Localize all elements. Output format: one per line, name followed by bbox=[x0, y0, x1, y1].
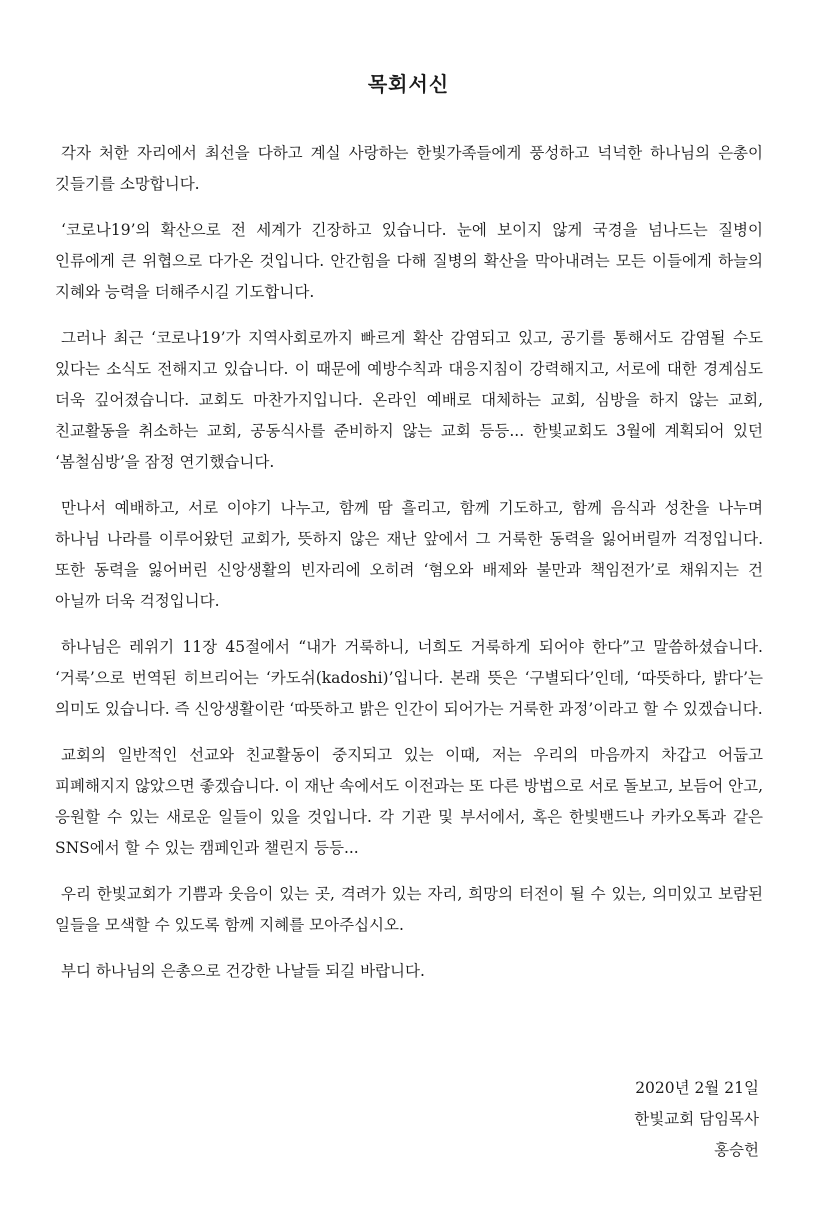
paragraph: 교회의 일반적인 선교와 친교활동이 중지되고 있는 이때, 저는 우리의 마음까지 차갑고 어둡고 피폐해지지 않았으면 좋겠습니다. 이 재난 속에서도 이전과는 또 다른 방법으로 서로 돌보고, 보듬어 안고, 응원할 수 있는 새로운 일들이 있을 것입니다. 각 기관 및 부서에서, 혹은 한빛밴드나 카카오톡과 같은 SNS에서 할 수 있는 캠페인과 챌린지 등등... bbox=[55, 746, 763, 857]
paragraph: 그러나 최근 ‘코로나19’가 지역사회로까지 빠르게 확산 감염되고 있고, 공기를 통해서도 감염될 수도 있다는 소식도 전해지고 있습니다. 이 때문에 예방수칙과 대응지침이 강력해지고, 서로에 대한 경계심도 더욱 깊어졌습니다. 교회도 마찬가지입니다. 온라인 예배로 대체하는 교회, 심방을 하지 않는 교회, 친교활동을 취소하는 교회, 공동식사를 준비하지 않는 교회 등등... 한빛교회도 3월에 계획되어 있던 ‘봄철심방’을 잠정 연기했습니다. bbox=[55, 329, 763, 471]
signature-block bbox=[634, 1073, 759, 1166]
paragraph: ‘코로나19’의 확산으로 전 세계가 긴장하고 있습니다. 눈에 보이지 않게 국경을 넘나드는 질병이 인류에게 큰 위협으로 다가온 것입니다. 안간힘을 다해 질병의 확산을 막아내려는 모든 이들에게 하늘의 지혜와 능력을 더해주시길 기도합니다. bbox=[55, 221, 763, 301]
page-title: 목회서신 bbox=[367, 72, 450, 96]
paragraph: 만나서 예배하고, 서로 이야기 나누고, 함께 땀 흘리고, 함께 기도하고, 함께 음식과 성찬을 나누며 하나님 나라를 이루어왔던 교회가, 뜻하지 않은 재난 앞에서 그 거룩한 동력을 잃어버릴까 걱정입니다. 또한 동력을 잃어버린 신앙생활의 빈자리에 오히려 ‘혐오와 배제와 불만과 책임전가’로 채워지는 건 아닐까 더욱 걱정입니다. bbox=[55, 499, 763, 610]
letter-body bbox=[55, 138, 763, 1002]
signature-name: 홍승헌 bbox=[714, 1141, 759, 1159]
paragraph: 각자 처한 자리에서 최선을 다하고 계실 사랑하는 한빛가족들에게 풍성하고 넉넉한 하나님의 은총이 깃들기를 소망합니다. bbox=[55, 144, 763, 193]
paragraph: 우리 한빛교회가 기쁨과 웃음이 있는 곳, 격려가 있는 자리, 희망의 터전이 될 수 있는, 의미있고 보람된 일들을 모색할 수 있도록 함께 지혜를 모아주십시오. bbox=[55, 885, 763, 934]
signature-date: 2020년 2월 21일 bbox=[635, 1079, 759, 1097]
paragraph: 부디 하나님의 은총으로 건강한 나날들 되길 바랍니다. bbox=[61, 962, 425, 980]
signature-role: 한빛교회 담임목사 bbox=[634, 1110, 759, 1128]
paragraph: 하나님은 레위기 11장 45절에서 “내가 거룩하니, 너희도 거룩하게 되어야 한다”고 말씀하셨습니다. ‘거룩’으로 번역된 히브리어는 ‘카도쉬(kadoshi)’입니다. 본래 뜻은 ‘구별되다’인데, ‘따뜻하다, 밝다’는 의미도 있습니다. 즉 신앙생활이란 ‘따뜻하고 밝은 인간이 되어가는 거룩한 과정’이라고 할 수 있겠습니다. bbox=[55, 638, 763, 718]
